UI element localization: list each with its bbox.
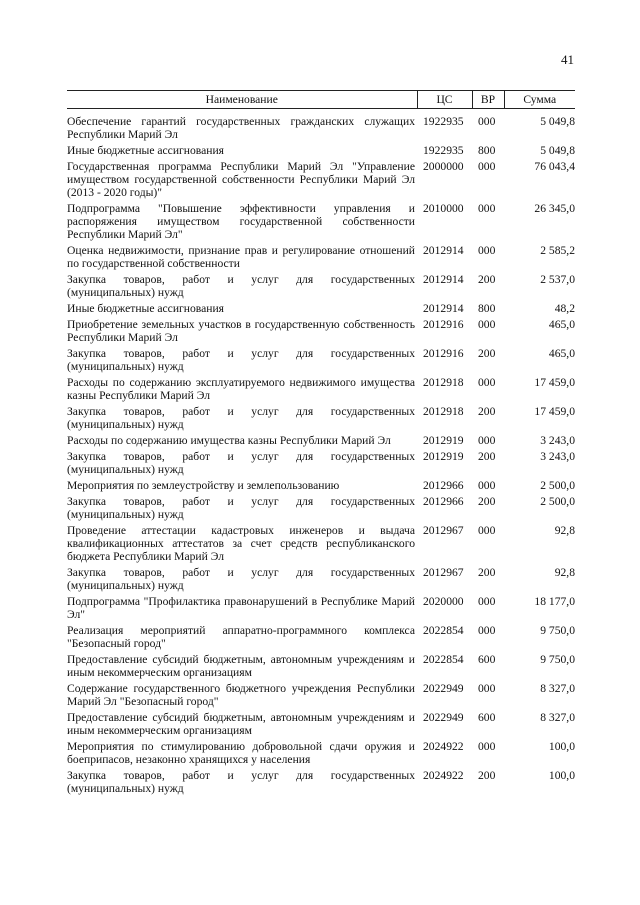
- header-name: Наименование: [67, 91, 417, 109]
- table-row: [67, 109, 575, 145]
- row-vr: 000: [478, 160, 496, 173]
- row-name: Иные бюджетные ассигнования: [67, 144, 224, 157]
- row-sum: 8 327,0: [540, 682, 575, 695]
- row-vr: 600: [478, 653, 496, 666]
- row-cs: 2022949: [423, 682, 464, 695]
- row-name: Содержание государственного бюджетного учреждения Республики Марий Эл "Безопасный город": [67, 682, 415, 708]
- row-sum: 465,0: [548, 347, 575, 360]
- row-sum: 2 585,2: [540, 244, 575, 257]
- row-name: Расходы по содержанию имущества казны Республики Марий Эл: [67, 434, 391, 447]
- row-sum: 9 750,0: [540, 624, 575, 637]
- table-row: [67, 244, 575, 273]
- row-name: Приобретение земельных участков в государственную собственность Республики Марий Эл: [67, 318, 415, 344]
- row-cs: 2024922: [423, 740, 464, 753]
- row-cs: 1922935: [423, 115, 464, 128]
- row-vr: 000: [478, 202, 496, 215]
- row-cs: 2010000: [423, 202, 464, 215]
- row-sum: 2 500,0: [540, 495, 575, 508]
- table-row: [67, 495, 575, 524]
- row-name: Закупка товаров, работ и услуг для государственных (муниципальных) нужд: [67, 405, 415, 431]
- row-name: Подпрограмма "Повышение эффективности управления и распоряжения имуществом государственной собственности Республики Марий Эл": [67, 202, 415, 241]
- row-sum: 18 177,0: [534, 595, 575, 608]
- table-row: [67, 434, 575, 450]
- row-vr: 000: [478, 115, 496, 128]
- header-sum: Сумма: [504, 91, 575, 109]
- row-vr: 000: [478, 624, 496, 637]
- table-row: [67, 624, 575, 653]
- row-vr: 800: [478, 144, 496, 157]
- row-sum: 2 537,0: [540, 273, 575, 286]
- row-cs: 2022854: [423, 653, 464, 666]
- row-sum: 3 243,0: [540, 450, 575, 463]
- row-name: Предоставление субсидий бюджетным, автономным учреждениям и иным некоммерческим организациям: [67, 653, 415, 679]
- row-cs: 2012967: [423, 566, 464, 579]
- row-sum: 5 049,8: [540, 115, 575, 128]
- row-sum: 76 043,4: [534, 160, 575, 173]
- row-name: Закупка товаров, работ и услуг для государственных (муниципальных) нужд: [67, 566, 415, 592]
- row-sum: 2 500,0: [540, 479, 575, 492]
- row-vr: 000: [478, 376, 496, 389]
- row-name: Мероприятия по землеустройству и землепользованию: [67, 479, 340, 492]
- row-name: Закупка товаров, работ и услуг для государственных (муниципальных) нужд: [67, 273, 415, 299]
- table-row: [67, 347, 575, 376]
- row-vr: 000: [478, 524, 496, 537]
- page-number: 41: [561, 52, 574, 67]
- row-cs: 2022854: [423, 624, 464, 637]
- table-row: [67, 595, 575, 624]
- row-name: Обеспечение гарантий государственных гражданских служащих Республики Марий Эл: [67, 115, 415, 141]
- row-name: Реализация мероприятий аппаратно-программного комплекса "Безопасный город": [67, 624, 415, 650]
- row-cs: 2012916: [423, 347, 464, 360]
- row-vr: 000: [478, 682, 496, 695]
- row-sum: 17 459,0: [534, 405, 575, 418]
- row-sum: 5 049,8: [540, 144, 575, 157]
- row-cs: 2012918: [423, 376, 464, 389]
- row-vr: 200: [478, 405, 496, 418]
- row-sum: 17 459,0: [534, 376, 575, 389]
- row-vr: 000: [478, 740, 496, 753]
- table-row: [67, 405, 575, 434]
- table-row: [67, 740, 575, 769]
- row-cs: 2012914: [423, 302, 464, 315]
- row-vr: 200: [478, 450, 496, 463]
- row-cs: 2012966: [423, 479, 464, 492]
- row-sum: 92,8: [554, 566, 575, 579]
- table-header-row: [67, 91, 575, 109]
- table-row: [67, 376, 575, 405]
- row-sum: 92,8: [554, 524, 575, 537]
- row-cs: 2012966: [423, 495, 464, 508]
- header-vr: ВР: [472, 91, 504, 109]
- row-cs: 2012919: [423, 434, 464, 447]
- row-name: Закупка товаров, работ и услуг для государственных (муниципальных) нужд: [67, 450, 415, 476]
- row-vr: 200: [478, 566, 496, 579]
- row-cs: 2012914: [423, 273, 464, 286]
- row-vr: 000: [478, 244, 496, 257]
- row-vr: 000: [478, 595, 496, 608]
- table-row: [67, 682, 575, 711]
- row-vr: 200: [478, 495, 496, 508]
- row-name: Подпрограмма "Профилактика правонарушений в Республике Марий Эл": [67, 595, 415, 621]
- table-row: [67, 318, 575, 347]
- row-name: Закупка товаров, работ и услуг для государственных (муниципальных) нужд: [67, 347, 415, 373]
- row-name: Оценка недвижимости, признание прав и регулирование отношений по государственной собственности: [67, 244, 415, 270]
- row-sum: 100,0: [548, 769, 575, 782]
- row-cs: 2000000: [423, 160, 464, 173]
- row-cs: 2020000: [423, 595, 464, 608]
- table-row: [67, 479, 575, 495]
- row-vr: 200: [478, 347, 496, 360]
- row-name: Закупка товаров, работ и услуг для государственных (муниципальных) нужд: [67, 769, 415, 795]
- table-row: [67, 273, 575, 302]
- table-row: [67, 769, 575, 798]
- row-name: Государственная программа Республики Марий Эл "Управление имуществом государственной собственности Республики Марий Эл (2013 - 2020 годы)": [67, 160, 415, 199]
- row-sum: 465,0: [548, 318, 575, 331]
- table-body: [67, 109, 575, 799]
- row-cs: 1922935: [423, 144, 464, 157]
- row-name: Предоставление субсидий бюджетным, автономным учреждениям и иным некоммерческим организациям: [67, 711, 415, 737]
- row-sum: 9 750,0: [540, 653, 575, 666]
- table-row: [67, 302, 575, 318]
- table-row: [67, 144, 575, 160]
- row-sum: 8 327,0: [540, 711, 575, 724]
- table-row: [67, 524, 575, 566]
- row-vr: 000: [478, 318, 496, 331]
- row-vr: 200: [478, 273, 496, 286]
- row-cs: 2012919: [423, 450, 464, 463]
- row-vr: 600: [478, 711, 496, 724]
- row-vr: 200: [478, 769, 496, 782]
- table-row: [67, 450, 575, 479]
- row-cs: 2012967: [423, 524, 464, 537]
- row-sum: 3 243,0: [540, 434, 575, 447]
- row-name: Закупка товаров, работ и услуг для государственных (муниципальных) нужд: [67, 495, 415, 521]
- table-row: [67, 711, 575, 740]
- row-name: Проведение аттестации кадастровых инженеров и выдача квалификационных аттестатов за счет средств республиканского бюджета Республики Марий Эл: [67, 524, 415, 563]
- header-cs: ЦС: [417, 91, 472, 109]
- row-sum: 48,2: [554, 302, 575, 315]
- budget-table: [67, 90, 575, 798]
- table-row: [67, 566, 575, 595]
- row-vr: 000: [478, 434, 496, 447]
- row-name: Расходы по содержанию эксплуатируемого недвижимого имущества казны Республики Марий Эл: [67, 376, 415, 402]
- row-vr: 000: [478, 479, 496, 492]
- row-cs: 2012918: [423, 405, 464, 418]
- row-cs: 2022949: [423, 711, 464, 724]
- row-cs: 2024922: [423, 769, 464, 782]
- row-cs: 2012916: [423, 318, 464, 331]
- row-name: Иные бюджетные ассигнования: [67, 302, 224, 315]
- row-name: Мероприятия по стимулированию добровольной сдачи оружия и боеприпасов, незаконно хранящихся у населения: [67, 740, 415, 766]
- row-sum: 100,0: [548, 740, 575, 753]
- table-row: [67, 653, 575, 682]
- table-row: [67, 202, 575, 244]
- table-row: [67, 160, 575, 202]
- row-vr: 800: [478, 302, 496, 315]
- row-sum: 26 345,0: [534, 202, 575, 215]
- row-cs: 2012914: [423, 244, 464, 257]
